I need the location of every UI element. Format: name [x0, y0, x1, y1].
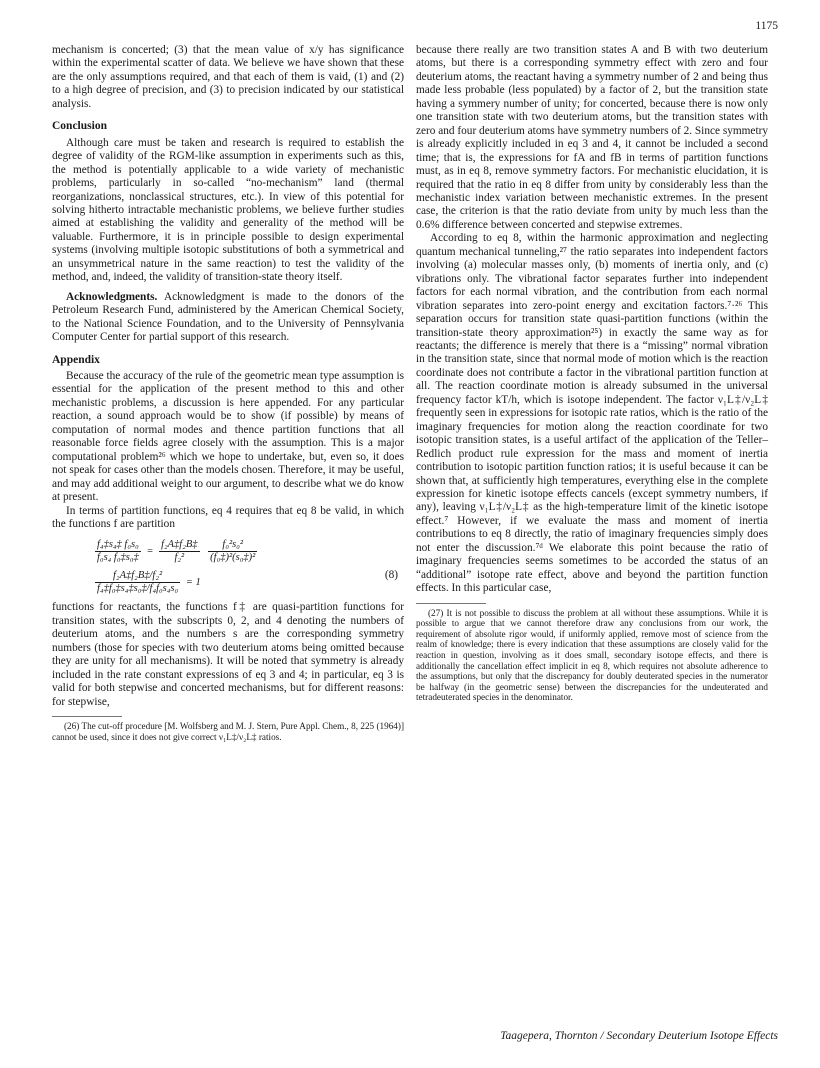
left-column — [52, 44, 404, 742]
running-footer: Taagepera, Thornton / Secondary Deuterium Isotope Effects — [500, 1030, 778, 1042]
paragraph-harmonic-approximation: According to eq 8, within the harmonic approximation and neglecting quantum mechanical tunneling,²⁷ the ratio separates into independent factors involving (a) molecular masses only, (b) moments of inertia only, and (c) vibrations only. The vibrational factor separates further into independent factors for each normal vibration, and the contribution from each normal vibration separates into zero-point energy and excitation factors.⁷·²⁶ This separation occurs for transition state quasi-partition functions (within the transition-state theory approximation²⁵) in exactly the same way as for reactants; the difference is merely that there is a “missing” normal vibration in the transition state, since that normal mode of motion which is the reaction coordinate does not contribute a factor in the vibrational partition function at all. The reaction coordinate motion is already subsumed in the universal frequency factor kT/h, which is isotope independent. The factor ν₁L‡/ν₂L‡ frequently seen in expressions for isotopic rate ratios, which is the ratio of the imaginary frequencies for motion along the reaction coordinate for two isotopic transition states, is a useful artifact of the application of the Teller–Redlich product rule expression for the mass and moment of inertia contribution to isotopic partition function ratios; it is useful because it can be shown that, at sufficiently high temperatures, everything else in the complete expression for kinetic isotope effects cancels (except symmetry numbers, if any), leaving ν₁L‡/ν₂L‡ as the high-temperature limit of the kinetic isotope effect.⁷ However, if we evaluate the mass and moment of inertia contributions to eq 8 directly, the ratio of imaginary frequencies simply does not enter the discussion.⁷ᵈ We elaborate this point because the ratio of imaginary frequencies seems sometimes to be accorded the status of an “additional” isotope rate effect, above and beyond the partition function effects. In this particular case, — [416, 232, 768, 595]
fraction-b-numerator: f₂A‡f₂B‡ — [161, 539, 198, 551]
footnote-27: (27) It is not possible to discuss the problem at all without these assumptions. While it is possible to argue that we cannot therefore draw any conclusions from our work, the requirement of absolute rigor would, if uniformly applied, remove most of science from the realm of knowledge; there is every indication that these assumptions are closely valid for the reaction in question, involving as it does small, secondary isotope effects, and there is additionally the cancellation effect implicit in eq 8, which requires not absolute adherence to the assumptions, but only that the discrepancy for doubly deuterated species in the numerator be halfway (in the geometric sense) between the discrepancies for the undeuterated and tetradeuterated species in the denominator. — [416, 607, 768, 703]
footnote-rule — [52, 716, 122, 717]
fraction-d-denominator: f₄‡f₀‡s₄‡s₀‡/f₄f₀s₄s₀ — [97, 583, 179, 595]
equation-number: (8) — [384, 569, 398, 582]
acknowledgments-text: Acknowledgment is made to the donors of the Petroleum Research Fund, administered by the American Chemical Society, to the National Science Foundation, and to the University of Pennsylvania Computer Center for partial support of this research. — [52, 290, 404, 344]
paragraph-conclusion: Although care must be taken and research is required to establish the degree of validity of the RGM-like assumption in experiments such as this, the method is potentially applicable to a wide variety of mechanistic problems, particularly in so-called “no-mechanism” land (thermal reorganizations, nonclassical structures, etc.). In view of this potential for solving hitherto intractable mechanistic problems, we believe further studies aimed at establishing the validity and generality of the method will be valuable. Furthermore, it is in principle possible to design experimental systems (involving multiple isotopic substitutions of both a symmetrical and an unsymmetrical nature in the same reaction) to test the validity of the method, and, indeed, the validity of transition-state theory itself. — [52, 136, 404, 284]
fraction-b-denominator: f₂² — [174, 552, 185, 564]
equation-line-1 — [92, 539, 404, 564]
equals-sign: = — [146, 546, 154, 558]
equation-line-2 — [92, 570, 404, 595]
fraction-d-numerator: f₂A‡f₂B‡/f₂² — [95, 570, 180, 583]
page-number: 1175 — [755, 20, 778, 32]
paragraph-appendix-2: In terms of partition functions, eq 4 requires that eq 8 be valid, in which the functions f are partition — [52, 504, 404, 530]
equation-8 — [52, 539, 404, 595]
paragraph-acknowledgments — [52, 291, 404, 345]
paragraph-appendix-1: Because the accuracy of the rule of the geometric mean type assumption is essential for the application of the present method to this and other mechanistic problems, a discussion is here appended. For any particular reaction, a sound approach would be to show (if possible) by means of computation of normal modes and thence partition functions that all reasonable force fields agree closely with the assumption. This is a major computational problem²⁶ which we hope to undertake, but, even so, it does not speak for cases other than the models chosen. Therefore, it may be useful, and may add additional weight to our argument, to describe what we do know at present. — [52, 369, 404, 504]
fraction-c-denominator: (f₀‡)²(s₀‡)² — [210, 552, 256, 564]
fraction-c-numerator: f₀²s₀² — [208, 539, 257, 552]
paragraph-assumptions: mechanism is concerted; (3) that the mean value of x/y has significance within the experimental scatter of data. We believe we have shown that these are the only assumptions required, and that each of them is vaid, (1) and (2) to a high degree of precision, and (3) to precision indicated by our statistical analysis. — [52, 44, 404, 110]
fraction-a-denominator: f₀s₄ f₀‡s₀‡ — [97, 552, 139, 564]
equation-fraction-d — [95, 570, 180, 595]
appendix-heading: Appendix — [52, 353, 100, 366]
equation-fraction-b — [159, 539, 199, 564]
right-column — [416, 44, 768, 703]
equation-fraction-c — [208, 539, 257, 564]
paragraph-symmetry: because there really are two transition states A and B with two deuterium atoms, but there is a corresponding symmetry effect with zero and four deuterium atoms, the reactant having a symmetry number of 2 and being thus made less probable (less populated) by a factor of 2, but the transition state having a symmery number of unity; for concerted, because there is now only one transition state with two deuterium atoms, but the transition states with zero and four deuterium atoms have symmetry numbers of 2. Since symmetry is already explicitly included in eq 3 and 4, it cannot be included a second time; that is, the expressions for fA and fB in terms of partition functions must, as in eq 8, remove symmetry factors. For mechanistic elucidation, it is required that the ratio in eq 8 differ from unity by considerably less than the mechanistic index variation between mechanistic extremes. In the present case, the criterion is that the ratio deviate from unity by much less than the 0.6% difference between concerted and stepwise extremes. — [416, 44, 768, 231]
acknowledgments-title: Acknowledgments. — [66, 290, 158, 303]
fraction-a-numerator: f₄‡s₄‡ f₀s₀ — [97, 539, 139, 551]
conclusion-heading: Conclusion — [52, 120, 107, 133]
paragraph-after-equation: functions for reactants, the functions f‡ are quasi-partition functions for transition states, with the subscripts 0, 2, and 4 denoting the numbers of deuterium atoms, and the numbers s are the corresponding symmetry numbers (those for species with two deuterium atoms being omitted because they are unity for all mechanisms). It will be noted that symmetry is already included in the rate constant expressions of eq 3 and 4; in particular, eq 3 is valid for both stepwise and concerted mechanisms, but for different reasons: for stepwise, — [52, 601, 404, 708]
footnote-26: (26) The cut-off procedure [M. Wolfsberg and M. J. Stern, Pure Appl. Chem., 8, 225 (1964)] cannot be used, since it does not give correct ν₁L‡/ν₂L‡ ratios. — [52, 721, 404, 742]
equation-fraction-a — [95, 539, 141, 564]
footnote-rule-right — [416, 603, 486, 604]
equals-one: = 1 — [185, 577, 201, 589]
